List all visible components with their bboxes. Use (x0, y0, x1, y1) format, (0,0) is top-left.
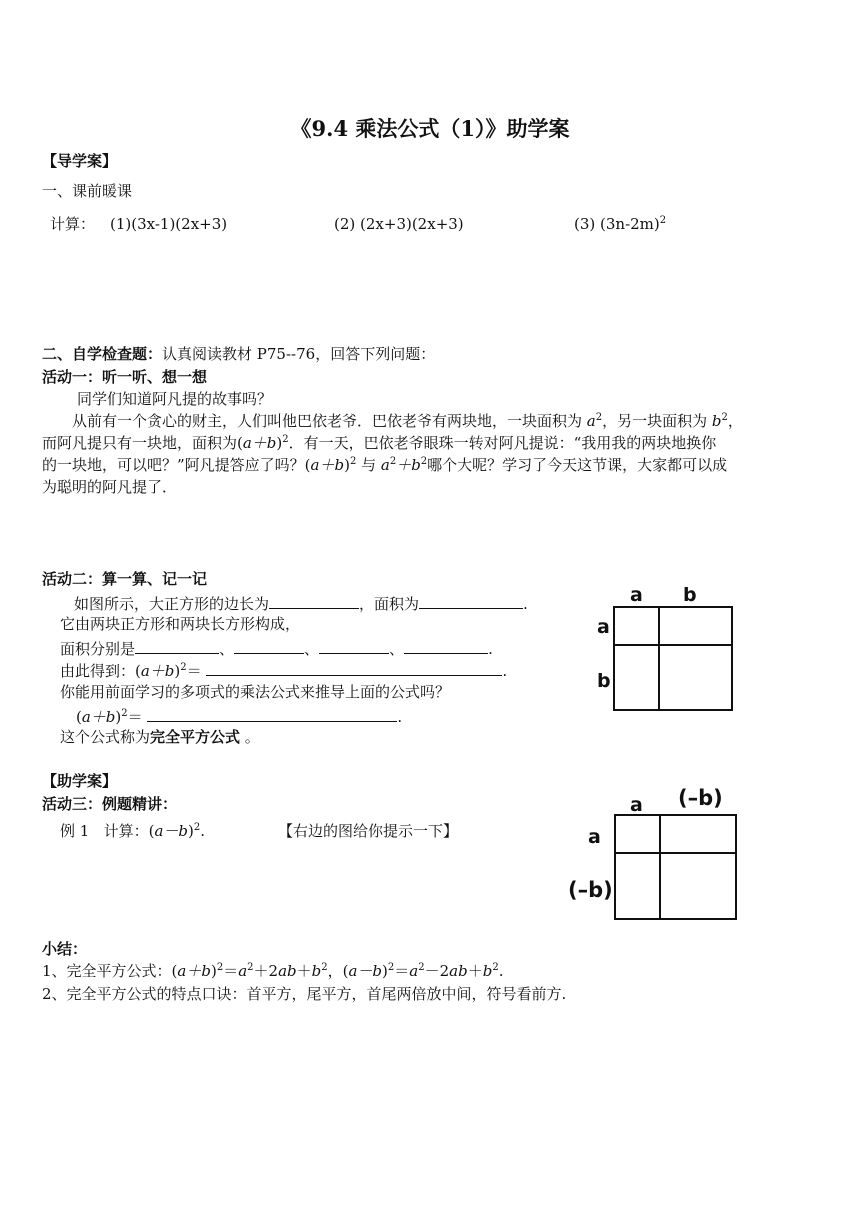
blank-area-2[interactable] (234, 638, 304, 654)
fig1-horizontal-line (615, 644, 731, 646)
guide-heading: 【导学案】 (42, 152, 118, 170)
activity2-line3: 面积分别是 、 、 、 . (60, 640, 493, 658)
fig2-outer-square (614, 814, 737, 920)
activity2-line7: 这个公式称为完全平方公式 。 (60, 728, 260, 746)
story-line-1: 从前有一个贪心的财主，人们叫他巴依老爷．巴依老爷有两块地，一块面积为 $a^2$，另一块面积为 $b^2$， (72, 412, 743, 430)
blank-area-4[interactable] (404, 638, 488, 654)
story-line-2: 而阿凡提只有一块地，面积为$(a+b)^2$．有一天，巴依老爷眼珠一转对阿凡提说：“我用我的两块地换你 (42, 434, 717, 452)
activity2-line4: 由此得到：$(a+b)^2=$ . (60, 662, 508, 680)
summary-line1: 1、完全平方公式：$(a+b)^2=a^2+2ab+b^2$，$(a-b)^2=a^2-2ab+b^2$. (42, 962, 504, 980)
fig1-side-label-a: a (597, 616, 610, 638)
problem-1: (1)(3x-1)(2x+3) (110, 215, 228, 233)
activity2-heading: 活动二：算一算、记一记 (42, 570, 208, 588)
blank-area-3[interactable] (319, 638, 389, 654)
calc-label: 计算： (50, 215, 96, 233)
fig1-vertical-line (658, 608, 660, 709)
example-hint: 【右边的图给你提示一下】 (278, 822, 459, 840)
blank-derivation[interactable] (147, 706, 397, 722)
summary-line2: 2、完全平方公式的特点口诀：首平方，尾平方，首尾两倍放中间，符号看前方. (42, 985, 567, 1003)
fig1-outer-square (613, 606, 733, 711)
story-line-3: 的一块地，可以吧？”阿凡提答应了吗？$(a+b)^2$ 与 $a^2+b^2$哪个大呢？学习了今天这节课，大家都可以成 (42, 456, 728, 474)
problem-3: (3) $(3n-2m)^2$ (574, 215, 667, 233)
help-heading: 【助学案】 (42, 772, 118, 790)
blank-expansion[interactable] (206, 660, 502, 676)
blank-area-1[interactable] (135, 638, 219, 654)
activity2-line6: $(a+b)^2=$ . (76, 708, 403, 726)
blank-side-length[interactable] (269, 593, 359, 609)
activity3-heading: 活动三：例题精讲： (42, 795, 178, 813)
section2-heading: 二、自学检查题：认真阅读教材 P75--76，回答下列问题： (42, 345, 436, 363)
fig1-top-label-b: b (683, 584, 697, 606)
activity2-line2: 它由两块正方形和两块长方形构成， (60, 615, 301, 633)
activity2-line1: 如图所示，大正方形的边长为 ，面积为 . (74, 595, 528, 613)
story-line-4: 为聪明的阿凡提了． (42, 478, 178, 496)
activity1-heading: 活动一：听一听、想一想 (42, 368, 208, 386)
page-title: 《9.4 乘法公式（1）》助学案 (290, 116, 570, 141)
fig2-side-label-neg-b: (–b) (568, 878, 613, 902)
fig1-top-label-a: a (630, 584, 643, 606)
fig2-top-label-a: a (630, 794, 643, 816)
fig2-vertical-line (659, 816, 661, 918)
section1-heading: 一、课前暖课 (42, 182, 133, 200)
fig1-side-label-b: b (597, 670, 611, 692)
summary-heading: 小结： (42, 940, 88, 958)
example-1: 例 1 计算：$(a-b)^2$. (60, 822, 206, 840)
activity1-line1: 同学们知道阿凡提的故事吗？ (77, 390, 273, 408)
fig2-top-label-neg-b: (–b) (678, 786, 723, 810)
fig2-horizontal-line (616, 852, 735, 854)
fig2-side-label-a: a (588, 826, 601, 848)
problem-2: (2) (2x+3)(2x+3) (334, 215, 464, 233)
blank-area[interactable] (419, 593, 523, 609)
activity2-line5: 你能用前面学习的多项式的乘法公式来推导上面的公式吗？ (60, 683, 451, 701)
